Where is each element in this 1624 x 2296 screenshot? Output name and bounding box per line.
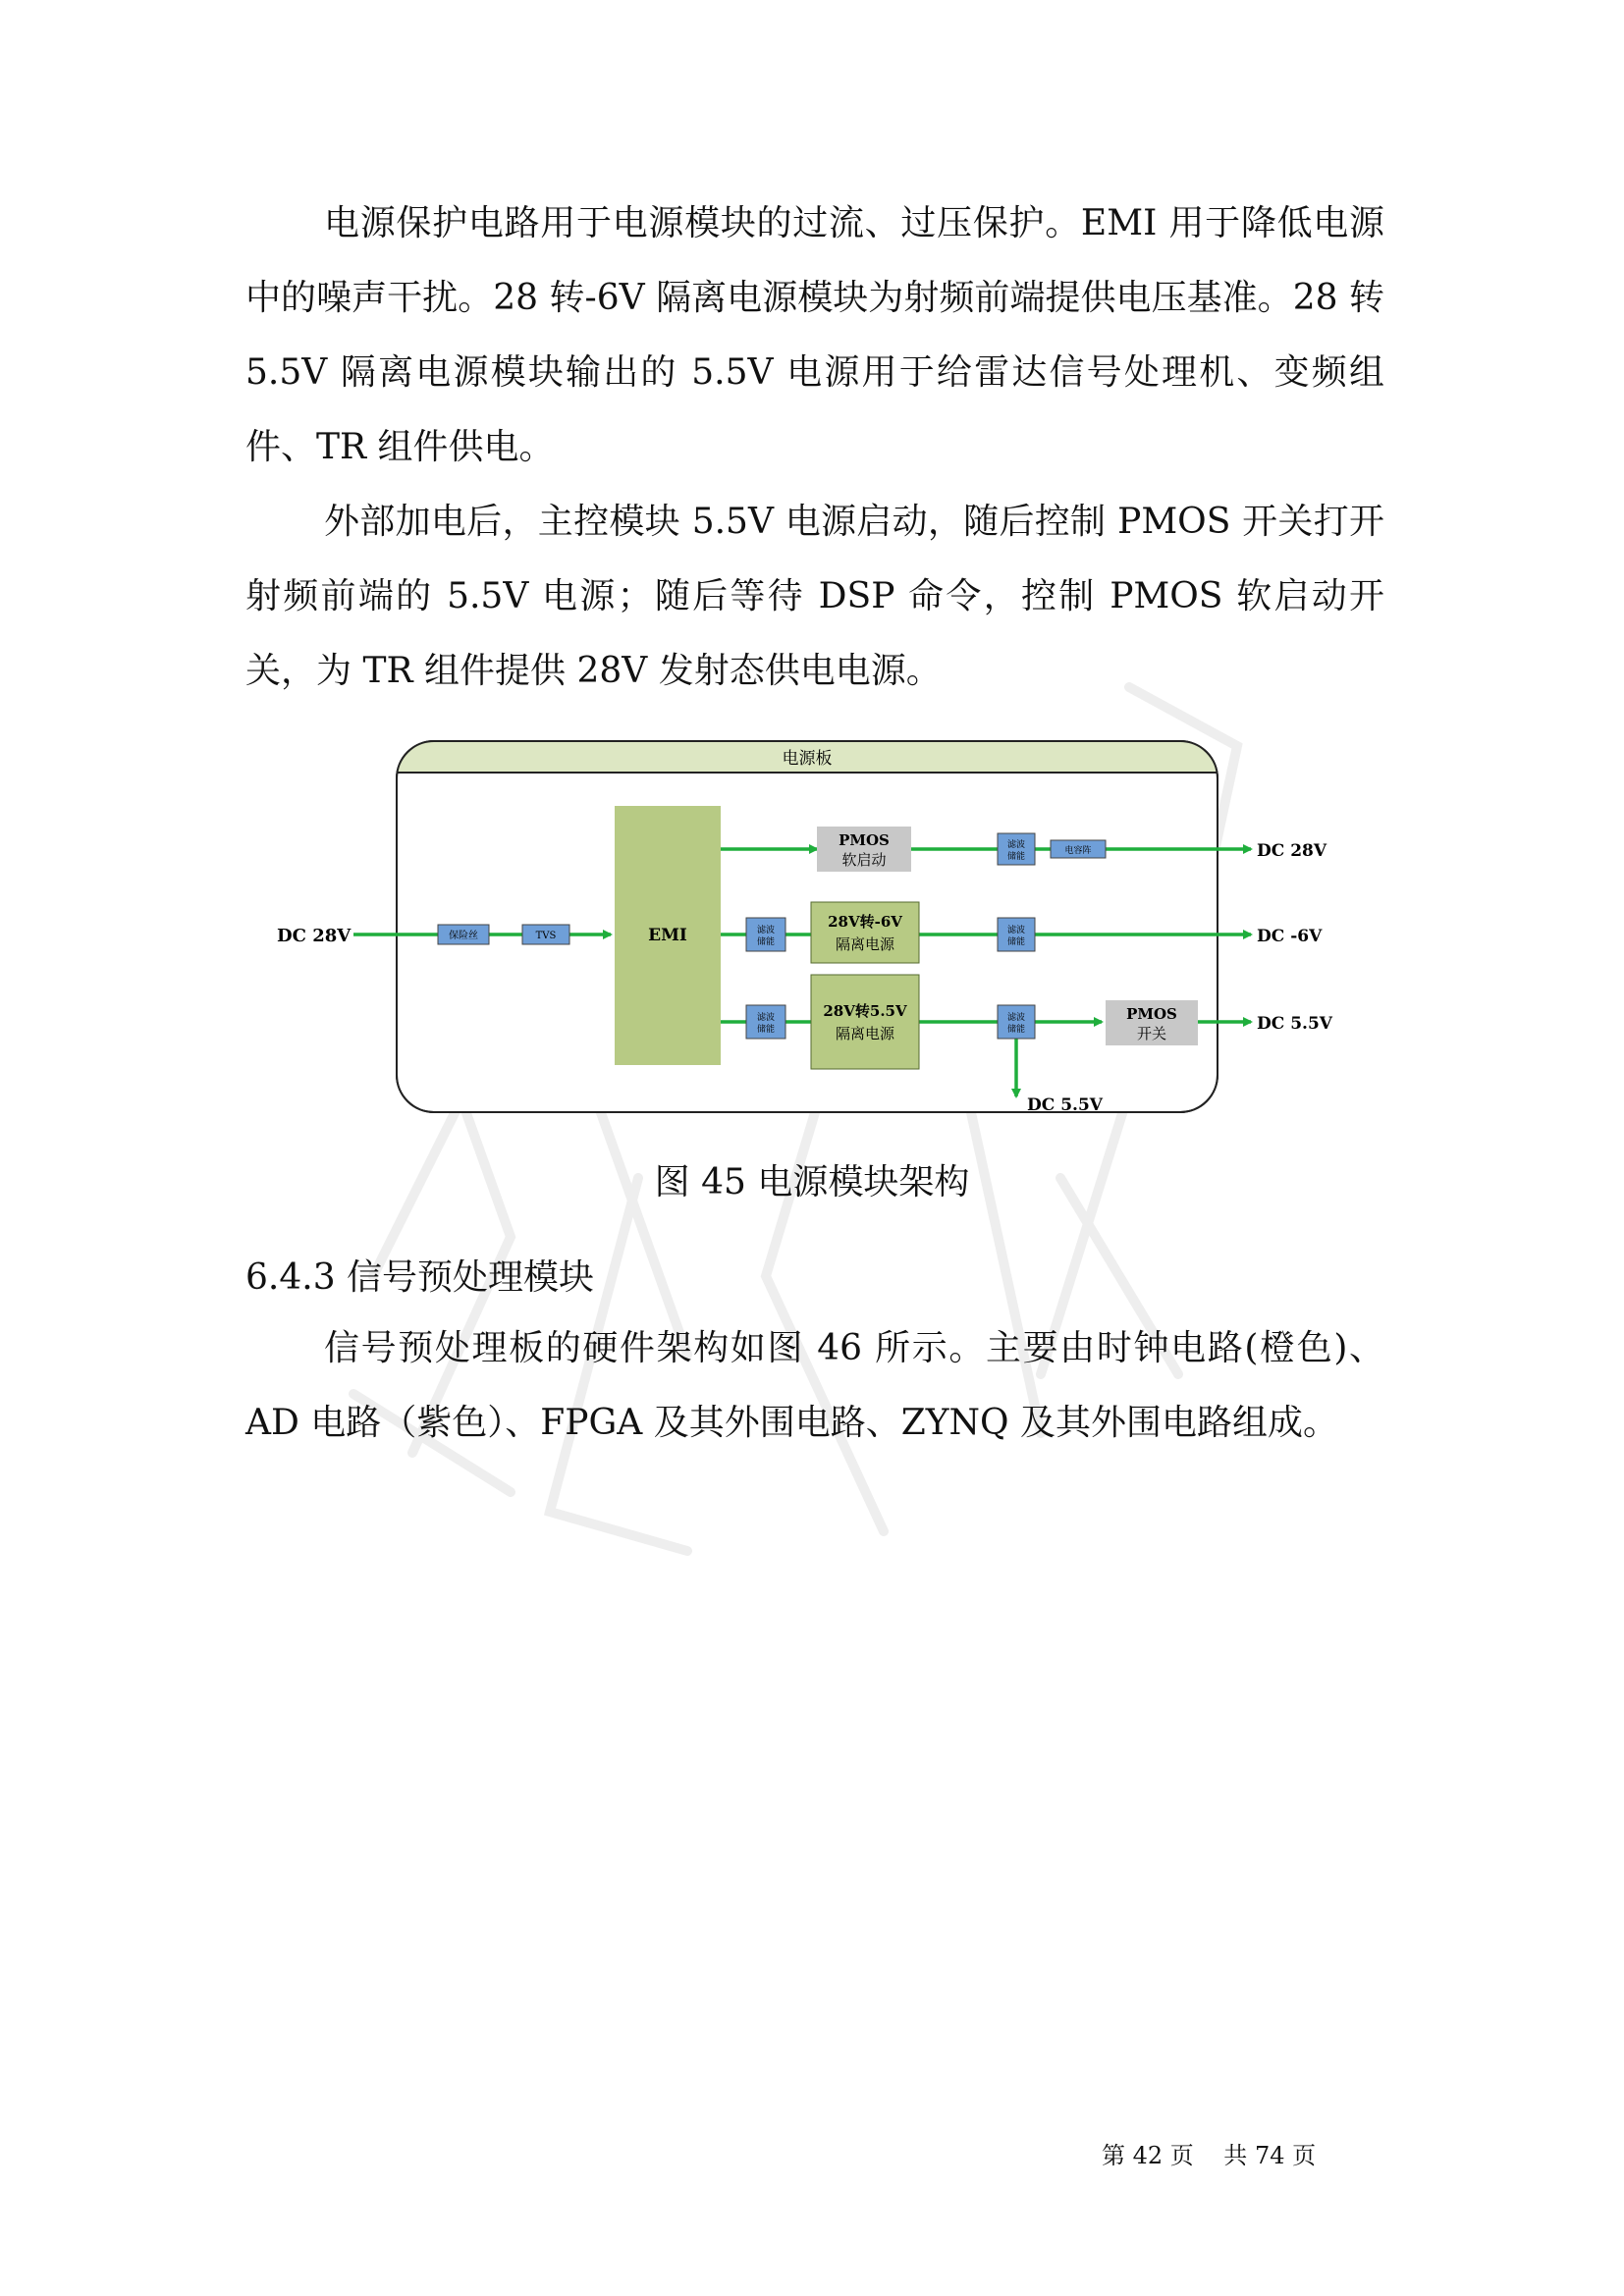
filter-3-line2: 储能 [1006,937,1026,947]
filter-2-line2: 储能 [756,937,776,947]
pmos-switch-line2: 开关 [1136,1025,1167,1042]
board-title: 电源板 [782,749,833,769]
filter-1-line2: 储能 [1006,852,1026,862]
iso-minus6v-line2: 隔离电源 [835,935,895,953]
power-module-diagram [265,731,1365,1124]
tvs-label: TVS [535,931,557,941]
figure-caption: 图 45 电源模块架构 [654,1162,970,1202]
power-board [397,741,1218,1112]
output-dc-minus6v: DC -6V [1257,927,1323,946]
filter-4-line1: 滤波 [756,1013,776,1023]
filter-5-line2: 储能 [1006,1025,1026,1035]
iso-5v5-block [811,975,919,1069]
pmos-soft-start-line2: 软启动 [841,851,887,869]
paragraph-power-protection: 电源保护电路用于电源模块的过流、过压保护。EMI 用于降低电源中的噪声干扰。28 转-6V 隔离电源模块为射频前端提供电压基准。28 转 5.5V 隔离电源模块输出的 5.5V 电源用于给雷达信号处理机、变频组件、TR 组件供电。 [245,203,1384,467]
filter-3-line1: 滤波 [1006,926,1026,935]
output-dc-5v5-down: DC 5.5V [1027,1095,1103,1115]
paragraph-power-sequence: 外部加电后，主控模块 5.5V 电源启动，随后控制 PMOS 开关打开射频前端的 5.5V 电源；随后等待 DSP 命令，控制 PMOS 软启动开关，为 TR 组件提供 28V 发射态供电电源。 [245,502,1384,691]
fuse-label: 保险丝 [449,931,478,941]
output-dc-5v5: DC 5.5V [1257,1014,1332,1034]
iso-minus6v-block [811,902,919,963]
page-number: 第 42 页 共 74 页 [1102,2142,1317,2169]
filter-1-line1: 滤波 [1006,840,1026,850]
iso-5v5-line2: 隔离电源 [835,1025,895,1042]
iso-minus6v-line1: 28V转-6V [828,913,902,931]
paragraph-signal-preprocessing: 信号预处理板的硬件架构如图 46 所示。主要由时钟电路(橙色)、AD 电路（紫色）、FPGA 及其外围电路、ZYNQ 及其外围电路组成。 [245,1328,1384,1443]
filter-4-line2: 储能 [756,1025,776,1035]
capacitor-label: 电容阵 [1064,846,1092,856]
output-dc-28v: DC 28V [1257,841,1327,861]
filter-5-line1: 滤波 [1006,1013,1026,1023]
section-heading: 6.4.3 信号预处理模块 [245,1257,595,1298]
pmos-soft-start-line1: PMOS [839,831,890,849]
filter-2-line1: 滤波 [756,926,776,935]
input-label: DC 28V [277,926,352,946]
emi-label: EMI [648,926,687,945]
pmos-switch-line1: PMOS [1126,1005,1177,1023]
iso-5v5-line1: 28V转5.5V [823,1002,907,1020]
